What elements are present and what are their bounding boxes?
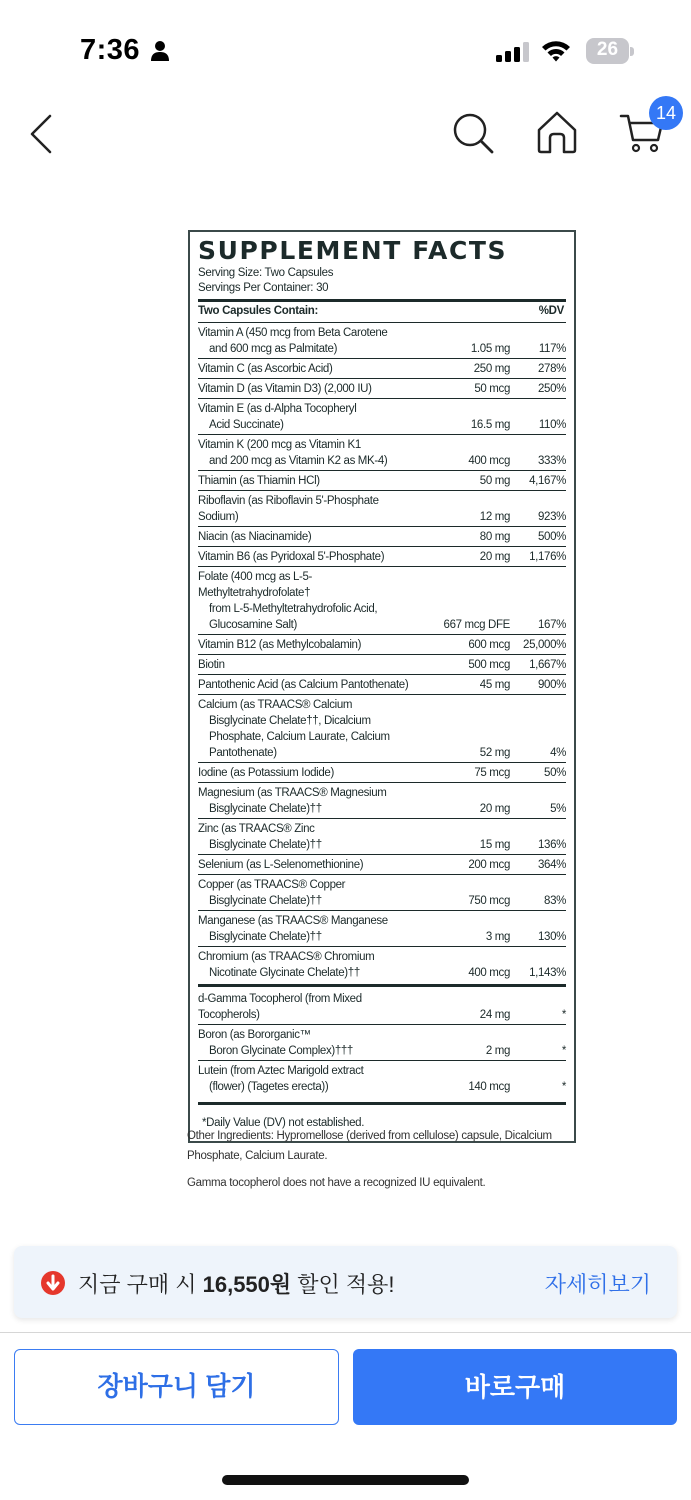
discount-banner[interactable] — [14, 1246, 677, 1318]
divider — [0, 1332, 691, 1333]
nutrient-name-line1: Vitamin K (200 mcg as Vitamin K1 — [198, 439, 361, 451]
back-icon[interactable] — [22, 112, 62, 156]
nutrient-name-line1: Folate (400 mcg as L-5-Methyltetrahydrofolate† — [198, 571, 313, 599]
signal-icon — [496, 42, 530, 62]
nutrient-row — [198, 947, 566, 982]
nutrient-row — [198, 635, 566, 655]
nutrient-name — [198, 325, 410, 357]
status-time: 7:36 — [80, 34, 141, 66]
discount-text — [78, 1268, 395, 1299]
nutrient-row — [198, 675, 566, 695]
nutrient-dv: 278% — [537, 363, 566, 375]
nutrient-dv: * — [561, 1081, 566, 1093]
nutrient-name-line1: Thiamin (as Thiamin HCl) — [198, 475, 320, 487]
nutrient-name — [198, 1063, 410, 1095]
nutrient-amount: 80 mg — [479, 531, 510, 543]
nutrient-dv: 333% — [537, 455, 566, 467]
nutrient-name — [198, 569, 410, 633]
nutrient-name — [198, 657, 410, 673]
nutrient-row — [198, 323, 566, 359]
nutrient-amount: 1.05 mg — [470, 343, 510, 355]
nutrient-dv: 4% — [550, 747, 566, 759]
nutrient-amount: 52 mg — [479, 747, 510, 759]
nutrient-amount: 3 mg — [485, 931, 510, 943]
nutrient-name — [198, 381, 410, 397]
gamma-note: Gamma tocopherol does not have a recognized IU equivalent. — [187, 1177, 486, 1189]
status-bar — [0, 0, 691, 100]
nutrient-name — [198, 697, 410, 761]
nutrient-row — [198, 763, 566, 783]
nutrient-name-line1: Chromium (as TRAACS® Chromium — [198, 951, 375, 963]
nutrient-amount: 500 mcg — [468, 659, 510, 671]
nutrient-row — [198, 855, 566, 875]
nutrient-dv: 5% — [550, 803, 566, 815]
nutrient-name-line1: Riboflavin (as Riboflavin 5'-Phosphate Sodium) — [198, 495, 379, 523]
nutrient-amount: 400 mcg — [468, 455, 510, 467]
nutrient-name — [198, 637, 410, 653]
discount-prefix: 지금 구매 시 — [78, 1272, 203, 1297]
nutrient-row — [198, 655, 566, 675]
nutrient-name-line2: Bisglycinate Chelate)†† — [209, 931, 322, 943]
nutrient-name-line2: and 600 mcg as Palmitate) — [209, 343, 338, 355]
nutrient-row — [198, 911, 566, 947]
nutrient-name-line1: Vitamin C (as Ascorbic Acid) — [198, 363, 333, 375]
nutrient-dv: 364% — [537, 859, 566, 871]
add-to-cart-button[interactable]: 장바구니 담기 — [14, 1349, 339, 1425]
nutrient-name — [198, 1027, 410, 1059]
nutrient-amount: 250 mg — [473, 363, 510, 375]
nutrient-row — [198, 547, 566, 567]
home-indicator — [222, 1475, 469, 1485]
nutrient-name — [198, 821, 410, 853]
nutrient-name-line1: Lutein (from Aztec Marigold extract — [198, 1065, 364, 1077]
nutrient-amount: 140 mcg — [468, 1081, 510, 1093]
nutrient-row — [198, 491, 566, 527]
nutrient-name-line1: Calcium (as TRAACS® Calcium — [198, 699, 353, 711]
nutrient-name-line2: Acid Succinate) — [209, 419, 284, 431]
nutrient-name — [198, 877, 410, 909]
nutrient-amount: 20 mg — [479, 803, 510, 815]
nutrient-name-line2: Nicotinate Glycinate Chelate)†† — [209, 967, 360, 979]
nutrient-name — [198, 785, 410, 817]
nutrient-dv: * — [561, 1009, 566, 1021]
nutrient-amount: 400 mcg — [468, 967, 510, 979]
nutrient-amount: 667 mcg DFE — [443, 619, 510, 631]
nutrient-name-line2: Boron Glycinate Complex)††† — [209, 1045, 353, 1057]
nutrient-dv: 1,143% — [529, 967, 566, 979]
nutrient-row — [198, 1061, 566, 1096]
nutrient-dv: 250% — [537, 383, 566, 395]
nutrient-name-line1: Vitamin B6 (as Pyridoxal 5'-Phosphate) — [198, 551, 385, 563]
nutrient-row — [198, 1025, 566, 1061]
nutrient-name-line1: Niacin (as Niacinamide) — [198, 531, 312, 543]
search-icon[interactable] — [450, 110, 496, 156]
nutrient-dv: 923% — [537, 511, 566, 523]
nutrient-name-line1: d-Gamma Tocopherol (from Mixed Tocopherols) — [198, 993, 362, 1021]
header-contain: Two Capsules Contain: — [198, 305, 318, 317]
nutrient-name — [198, 493, 410, 525]
nutrient-name-line2: and 200 mcg as Vitamin K2 as MK-4) — [209, 455, 388, 467]
nutrient-row — [198, 875, 566, 911]
nutrient-row — [198, 783, 566, 819]
nutrient-name-line1: Magnesium (as TRAACS® Magnesium — [198, 787, 387, 799]
nutrient-name-line2: Bisglycinate Chelate)†† — [209, 803, 322, 815]
nutrient-dv: * — [561, 1045, 566, 1057]
nutrient-row — [198, 989, 566, 1025]
nutrient-dv: 50% — [544, 767, 566, 779]
nutrient-name-line1: Selenium (as L-Selenomethionine) — [198, 859, 364, 871]
nutrient-name-line2: from L-5-Methyltetrahydrofolic Acid, Glucosamine Salt) — [209, 603, 378, 631]
facts-title: SUPPLEMENT FACTS — [198, 236, 508, 265]
nutrient-name-line1: Vitamin B12 (as Methylcobalamin) — [198, 639, 362, 651]
nutrient-amount: 20 mg — [479, 551, 510, 563]
nutrient-name-line1: Pantothenic Acid (as Calcium Pantothenate) — [198, 679, 409, 691]
nutrient-dv: 900% — [537, 679, 566, 691]
nutrient-amount: 75 mcg — [474, 767, 510, 779]
nutrient-dv: 83% — [544, 895, 566, 907]
nutrient-amount: 2 mg — [485, 1045, 510, 1057]
supplement-facts-panel — [188, 230, 576, 1143]
nutrient-dv: 25,000% — [523, 639, 566, 651]
nutrient-list — [198, 323, 566, 982]
nutrient-name-line1: Iodine (as Potassium Iodide) — [198, 767, 334, 779]
nutrient-amount: 16.5 mg — [470, 419, 510, 431]
serving-size: Serving Size: Two Capsules — [198, 267, 334, 279]
nutrient-row — [198, 695, 566, 763]
nutrient-name-line1: Copper (as TRAACS® Copper — [198, 879, 346, 891]
details-link[interactable]: 자세히보기 — [544, 1272, 651, 1297]
header-dv: %DV — [538, 305, 564, 317]
nutrient-dv: 167% — [537, 619, 566, 631]
nutrient-name — [198, 913, 410, 945]
discount-amount: 16,550원 — [202, 1272, 292, 1297]
nutrient-row — [198, 471, 566, 491]
nutrient-dv: 500% — [537, 531, 566, 543]
nutrient-name-line2: Bisglycinate Chelate††, Dicalcium Phosphate, Calcium Laurate, Calcium Pantothenate) — [209, 715, 390, 759]
nutrient-name-line1: Boron (as Bororganic™ — [198, 1029, 311, 1041]
nutrient-dv: 1,176% — [529, 551, 566, 563]
person-icon — [150, 40, 170, 62]
servings-per-container: Servings Per Container: 30 — [198, 282, 329, 294]
nutrient-name — [198, 677, 410, 693]
nutrient-amount: 750 mcg — [468, 895, 510, 907]
wifi-icon — [540, 38, 572, 64]
nutrient-name — [198, 361, 410, 377]
nutrient-name — [198, 857, 410, 873]
nutrient-row — [198, 399, 566, 435]
dv-note: *Daily Value (DV) not established. — [202, 1117, 365, 1129]
nutrient-name-line1: Vitamin A (450 mcg from Beta Carotene — [198, 327, 388, 339]
down-arrow-icon — [40, 1270, 66, 1296]
nutrient-dv: 1,667% — [529, 659, 566, 671]
nutrient-name-line1: Manganese (as TRAACS® Manganese — [198, 915, 388, 927]
battery-level: 26 — [596, 39, 619, 60]
nutrient-dv: 136% — [537, 839, 566, 851]
nutrient-name — [198, 549, 410, 565]
nutrient-amount: 600 mcg — [468, 639, 510, 651]
nutrient-dv: 130% — [537, 931, 566, 943]
nutrient-dv: 4,167% — [529, 475, 566, 487]
nutrient-name — [198, 401, 410, 433]
nutrient-name-line1: Vitamin E (as d-Alpha Tocopheryl — [198, 403, 357, 415]
nutrient-amount: 12 mg — [479, 511, 510, 523]
facts-header-row — [198, 303, 566, 323]
nutrient-amount: 50 mg — [479, 475, 510, 487]
nutrient-name-line2: Bisglycinate Chelate)†† — [209, 839, 322, 851]
nutrient-amount: 15 mg — [479, 839, 510, 851]
nutrient-dv: 117% — [538, 343, 566, 355]
other-nutrient-list — [198, 989, 566, 1096]
nutrient-name — [198, 529, 410, 545]
nutrient-name — [198, 991, 410, 1023]
nutrient-amount: 200 mcg — [468, 859, 510, 871]
other-ingredients: Other Ingredients: Hypromellose (derived from cellulose) capsule, Dicalcium Phosphate, Calcium Laurate. — [187, 1130, 552, 1162]
nutrient-name — [198, 949, 410, 981]
nutrient-name — [198, 473, 410, 489]
nutrient-row — [198, 819, 566, 855]
nutrient-name-line2: Bisglycinate Chelate)†† — [209, 895, 322, 907]
discount-suffix: 할인 적용! — [291, 1272, 395, 1297]
nutrient-name-line1: Zinc (as TRAACS® Zinc — [198, 823, 315, 835]
nutrient-row — [198, 527, 566, 547]
nutrient-name-line1: Biotin — [198, 659, 225, 671]
nutrient-row — [198, 567, 566, 635]
nutrient-name — [198, 765, 410, 781]
home-icon[interactable] — [534, 108, 580, 156]
battery-icon — [586, 38, 634, 64]
nutrient-amount: 50 mcg — [474, 383, 510, 395]
nutrient-amount: 45 mg — [479, 679, 510, 691]
nutrient-row — [198, 379, 566, 399]
nutrient-name — [198, 437, 410, 469]
nutrient-name-line1: Vitamin D (as Vitamin D3) (2,000 IU) — [198, 383, 372, 395]
nutrient-row — [198, 435, 566, 471]
nutrient-amount: 24 mg — [479, 1009, 510, 1021]
nutrient-dv: 110% — [538, 419, 566, 431]
nutrient-row — [198, 359, 566, 379]
buy-now-button[interactable]: 바로구매 — [353, 1349, 677, 1425]
top-nav — [0, 100, 691, 170]
nutrient-name-line2: (flower) (Tagetes erecta)) — [209, 1081, 329, 1093]
cart-count-badge: 14 — [649, 96, 683, 130]
